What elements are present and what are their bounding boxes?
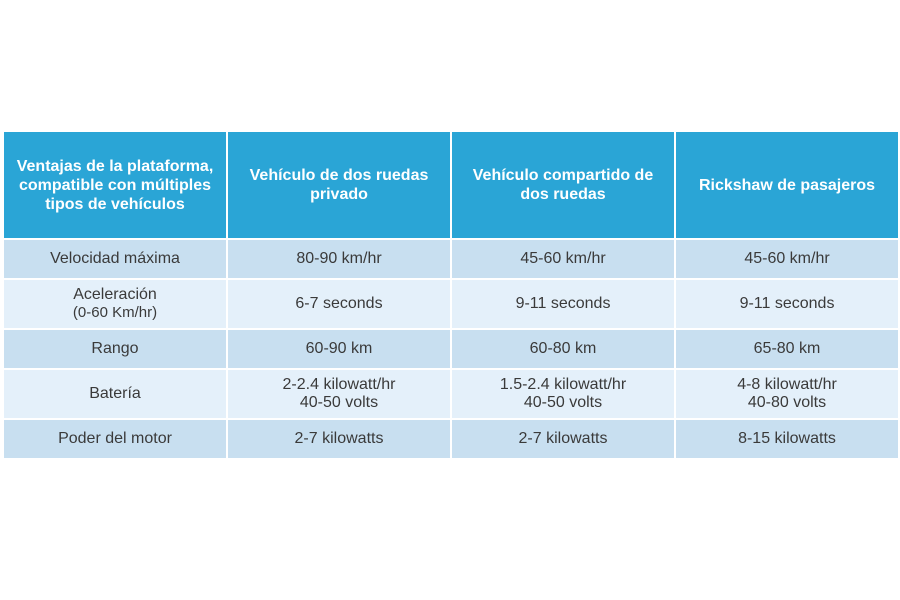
cell-text: 1.5-2.4 kilowatt/hr [499, 376, 627, 393]
cell-text: 40-50 volts [523, 394, 603, 411]
row-label-text: Velocidad máxima [50, 250, 180, 267]
row-label-acceleration [4, 280, 226, 328]
comparison-table [2, 130, 900, 460]
table-cell [452, 240, 674, 278]
table-cell [228, 240, 450, 278]
table-cell [676, 280, 898, 328]
table-row [4, 370, 898, 418]
cell-text: 40-50 volts [299, 394, 379, 411]
table-row [4, 420, 898, 458]
cell-text: 9-11 seconds [739, 295, 835, 312]
cell-text: 65-80 km [753, 340, 821, 357]
cell-text: 40-80 volts [747, 394, 827, 411]
row-label-range [4, 330, 226, 368]
table-cell [452, 420, 674, 458]
row-label-motor-power [4, 420, 226, 458]
table-row [4, 280, 898, 328]
cell-text: 60-80 km [529, 340, 597, 357]
row-label-top-speed [4, 240, 226, 278]
table-row [4, 330, 898, 368]
row-label-text: Rango [91, 340, 139, 357]
row-label-battery [4, 370, 226, 418]
cell-text: 2-2.4 kilowatt/hr [282, 376, 396, 393]
table-row [4, 240, 898, 278]
table-cell [676, 330, 898, 368]
row-label-subtext: (0-60 Km/hr) [72, 304, 158, 321]
header-passenger-rickshaw: Rickshaw de pasajeros [676, 132, 898, 238]
header-platform-advantages: Ventajas de la plataforma, compatible con múltiples tipos de vehículos [4, 132, 226, 238]
cell-text: 6-7 seconds [295, 295, 383, 312]
cell-text: 60-90 km [305, 340, 373, 357]
comparison-table-container [2, 130, 898, 460]
table-cell [676, 420, 898, 458]
cell-text: 80-90 km/hr [296, 250, 382, 267]
cell-text: 9-11 seconds [515, 295, 611, 312]
table-cell [228, 420, 450, 458]
header-shared-two-wheeler: Vehículo compartido de dos ruedas [452, 132, 674, 238]
table-cell [452, 330, 674, 368]
table-cell [452, 280, 674, 328]
row-label-text: Poder del motor [58, 430, 172, 447]
row-label-text: Batería [89, 385, 141, 402]
cell-text: 2-7 kilowatts [518, 430, 608, 447]
header-private-two-wheeler: Vehículo de dos ruedas privado [228, 132, 450, 238]
table-cell [452, 370, 674, 418]
cell-text: 45-60 km/hr [520, 250, 606, 267]
table-cell [676, 240, 898, 278]
row-label-text: Aceleración [73, 286, 157, 303]
cell-text: 4-8 kilowatt/hr [737, 376, 837, 393]
table-cell [676, 370, 898, 418]
table-cell [228, 280, 450, 328]
table-header-row [4, 132, 898, 238]
cell-text: 45-60 km/hr [744, 250, 830, 267]
cell-text: 2-7 kilowatts [294, 430, 384, 447]
table-cell [228, 370, 450, 418]
cell-text: 8-15 kilowatts [738, 430, 836, 447]
table-cell [228, 330, 450, 368]
